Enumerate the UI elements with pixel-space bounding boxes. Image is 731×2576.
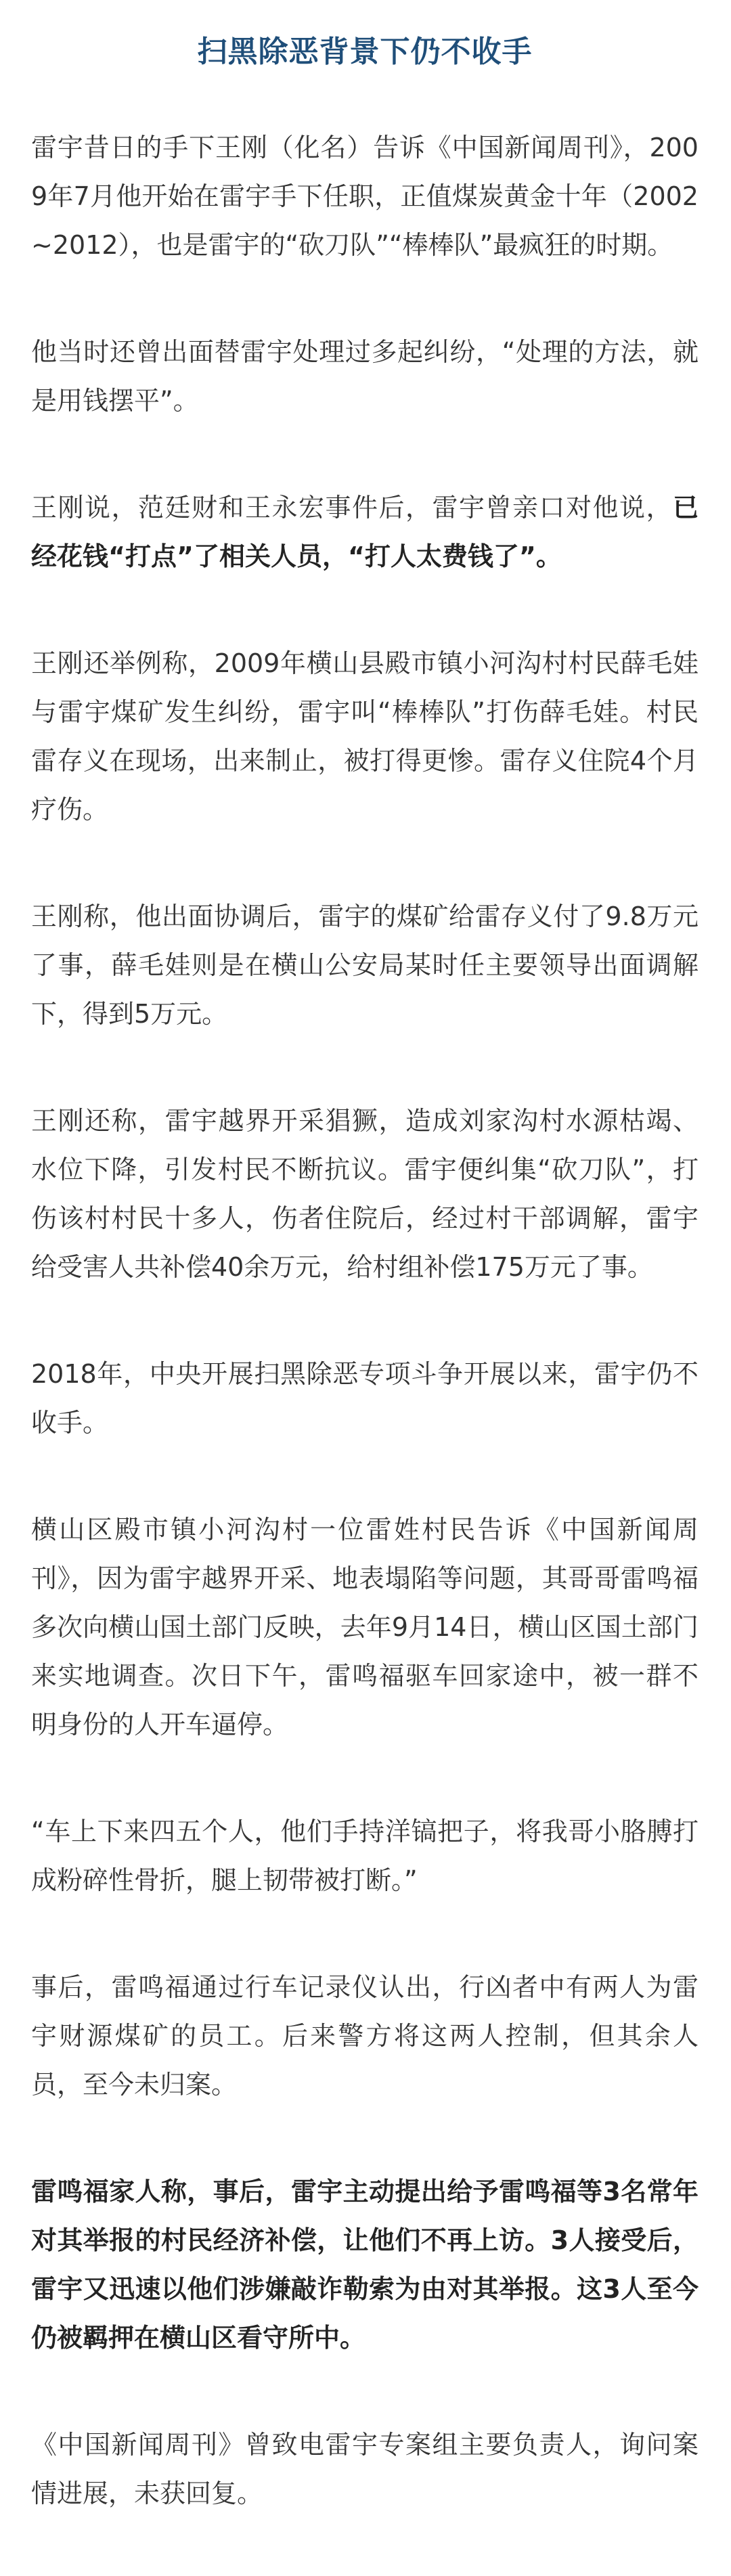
paragraph-6: 王刚还称，雷宇越界开采猖獗，造成刘家沟村水源枯竭、水位下降，引发村民不断抗议。雷宇便纠集“砍刀队”，打伤该村村民十多人，伤者住院后，经过村干部调解，雷宇给受害人共补偿40余万元，给村组补偿175万元了事。: [31, 1106, 699, 1282]
paragraph-3-emphasis: 已经花钱“打点”了相关人员，“打人太费钱了”。: [31, 493, 699, 571]
quote-paragraph: “车上下来四五个人，他们手持洋镐把子，将我哥小胳膊打成粉碎性骨折，腿上韧带被打断。”: [31, 1817, 699, 1895]
paragraph-4: 王刚还举例称，2009年横山县殿市镇小河沟村村民薛毛娃与雷宇煤矿发生纠纷，雷宇叫“棒棒队”打伤薛毛娃。村民雷存义在现场，出来制止，被打得更惨。雷存义住院4个月疗伤。: [31, 648, 699, 824]
paragraph-3: [31, 483, 699, 581]
paragraph-7: 2018年，中央开展扫黑除恶专项斗争开展以来，雷宇仍不收手。: [31, 1359, 699, 1438]
bold-paragraph: 雷鸣福家人称，事后，雷宇主动提出给予雷鸣福等3名常年对其举报的村民经济补偿，让他们不再上访。3人接受后，雷宇又迅速以他们涉嫌敲诈勒索为由对其举报。这3人至今仍被羁押在横山区看守所中。: [31, 2177, 699, 2353]
paragraph-1: 雷宇昔日的手下王刚（化名）告诉《中国新闻周刊》，2009年7月他开始在雷宇手下任职，正值煤炭黄金十年（2002~2012），也是雷宇的“砍刀队”“棒棒队”最疯狂的时期。: [31, 133, 699, 260]
paragraph-2: 他当时还曾出面替雷宇处理过多起纠纷，“处理的方法，就是用钱摆平”。: [31, 337, 699, 416]
paragraph-10: 事后，雷鸣福通过行车记录仪认出，行凶者中有两人为雷宇财源煤矿的员工。后来警方将这两人控制，但其余人员，至今未归案。: [31, 1972, 699, 2100]
paragraph-8: 横山区殿市镇小河沟村一位雷姓村民告诉《中国新闻周刊》，因为雷宇越界开采、地表塌陷等问题，其哥哥雷鸣福多次向横山国土部门反映，去年9月14日，横山区国土部门来实地调查。次日下午，雷鸣福驱车回家途中，被一群不明身份的人开车逼停。: [31, 1515, 699, 1739]
paragraph-5: 王刚称，他出面协调后，雷宇的煤矿给雷存义付了9.8万元了事，薛毛娃则是在横山公安局某时任主要领导出面调解下，得到5万元。: [31, 902, 699, 1029]
paragraph-12: 《中国新闻周刊》曾致电雷宇专案组主要负责人，询问案情进展，未获回复。: [31, 2430, 699, 2508]
paragraph-3-text: 王刚说，范廷财和王永宏事件后，雷宇曾亲口对他说，: [31, 493, 673, 523]
article-title: 扫黑除恶背景下仍不收手: [197, 35, 533, 69]
